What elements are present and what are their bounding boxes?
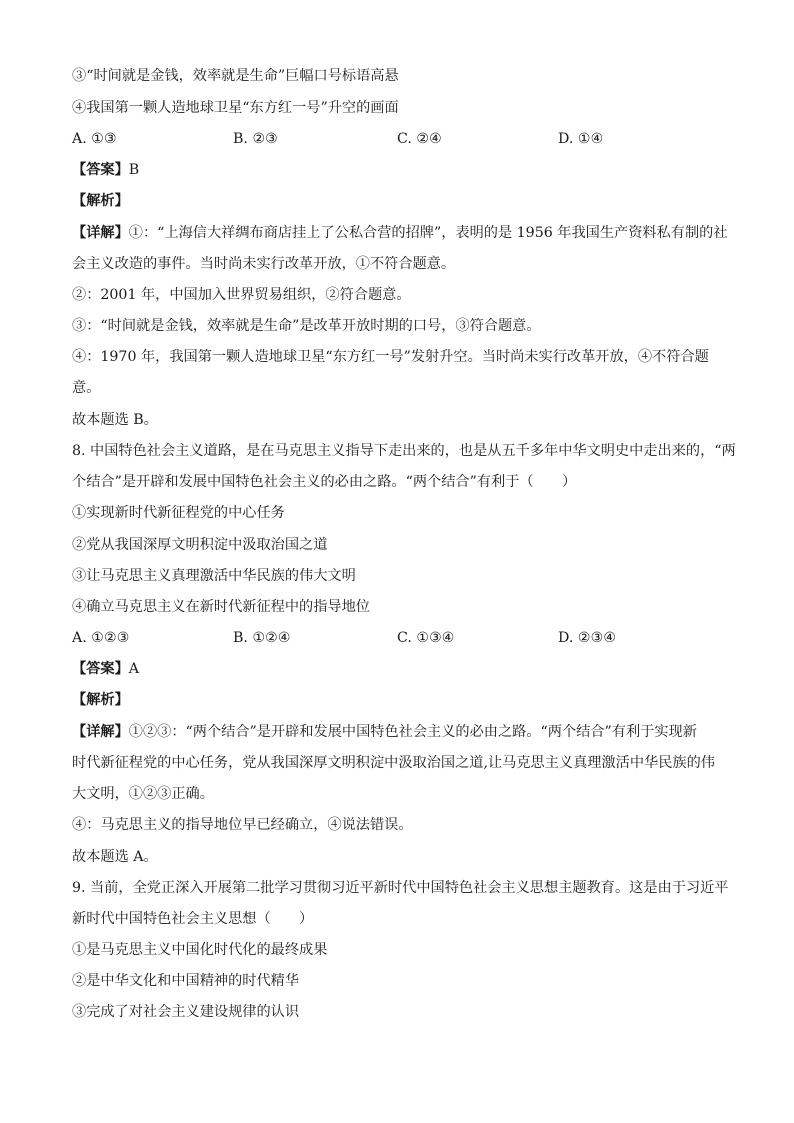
q8-detail-label: 【详解】	[72, 724, 129, 740]
q8-answer	[72, 659, 722, 679]
q7-detail-line-5: ④：1970 年，我国第一颗人造地球卫星“东方红一号”发射升空。当时尚未实行改革开放，④不符合题	[72, 349, 709, 365]
q8-analysis-text: 【解析】	[72, 692, 129, 708]
q8-item-1: ①实现新时代新征程党的中心任务	[72, 505, 285, 521]
q7-option-c: C. ②④	[397, 131, 442, 147]
q8-item-3: ③让马克思主义真理激活中华民族的伟大文明	[72, 568, 356, 584]
q7-detail-text-1: ①：“上海信大祥绸布商店挂上了公私合营的招牌”，表明的是 1956 年我国生产资料私有制的社	[128, 225, 728, 241]
q7-answer-value: B	[128, 162, 140, 178]
q7-detail-line-3: ②：2001 年，中国加入世界贸易组织，②符合题意。	[72, 287, 411, 303]
q8-options	[72, 628, 722, 648]
q8-conclusion: 故本题选 A。	[72, 849, 158, 865]
q8-detail-line-2: 时代新征程党的中心任务，党从我国深厚文明积淀中汲取治国之道,让马克思主义真理激活中华民族的伟	[72, 755, 715, 771]
q8-stem-line-1: 8. 中国特色社会主义道路，是在马克思主义指导下走出来的，也是从五千多年中华文明史中走出来的，“两	[72, 443, 736, 459]
q7-detail-line-4: ③：“时间就是金钱，效率就是生命”是改革开放时期的口号，③符合题意。	[72, 318, 541, 334]
q7-item-3: ③“时间就是金钱，效率就是生命”巨幅口号标语高悬	[72, 68, 399, 84]
q8-option-b: B. ①②④	[233, 630, 291, 646]
q7-option-d: D. ①④	[558, 131, 604, 147]
q8-detail-line-1	[72, 722, 722, 742]
q8-item-4: ④确立马克思主义在新时代新征程中的指导地位	[72, 599, 370, 615]
q8-option-d: D. ②③④	[558, 630, 617, 646]
q7-option-a: A. ①③	[72, 131, 117, 147]
q7-analysis-label	[72, 191, 722, 211]
q9-stem-line-1: 9. 当前，全党正深入开展第二批学习贯彻习近平新时代中国特色社会主义思想主题教育。这是由于习近平	[72, 880, 729, 896]
q8-detail-line-4: ④：马克思主义的指导地位早已经确立，④说法错误。	[72, 817, 413, 833]
q7-answer	[72, 160, 722, 180]
q9-item-1: ①是马克思主义中国化时代化的最终成果	[72, 942, 328, 958]
q7-item-4: ④我国第一颗人造地球卫星“东方红一号”升空的画面	[72, 100, 399, 116]
q8-option-a: A. ①②③	[72, 630, 130, 646]
q7-detail-line-1	[72, 223, 728, 243]
q7-conclusion: 故本题选 B。	[72, 412, 158, 428]
q8-answer-label: 【答案】	[72, 661, 129, 677]
q7-analysis-text: 【解析】	[72, 193, 129, 209]
q8-item-2: ②党从我国深厚文明积淀中汲取治国之道	[72, 537, 328, 553]
q9-item-3: ③完成了对社会主义建设规律的认识	[72, 1004, 300, 1020]
q8-option-c: C. ①③④	[397, 630, 455, 646]
q9-stem-line-2: 新时代中国特色社会主义思想（ ）	[72, 911, 314, 927]
q8-detail-text-1: ①②③：“两个结合”是开辟和发展中国特色社会主义的必由之路。“两个结合”有利于实现新	[128, 724, 697, 740]
q9-item-2: ②是中华文化和中国精神的时代精华	[72, 973, 300, 989]
q8-answer-value: A	[128, 661, 140, 677]
q8-stem-line-2: 个结合”是开辟和发展中国特色社会主义的必由之路。“两个结合”有利于（ ）	[72, 474, 577, 490]
q7-detail-line-6: 意。	[72, 380, 101, 396]
q7-options	[72, 129, 722, 149]
q8-detail-line-3: 大文明，①②③正确。	[72, 786, 214, 802]
q7-answer-label: 【答案】	[72, 162, 129, 178]
q8-analysis-label	[72, 690, 722, 710]
q7-detail-label: 【详解】	[72, 225, 129, 241]
q7-option-b: B. ②③	[233, 131, 278, 147]
q7-detail-line-2: 会主义改造的事件。当时尚未实行改革开放，①不符合题意。	[72, 256, 456, 272]
